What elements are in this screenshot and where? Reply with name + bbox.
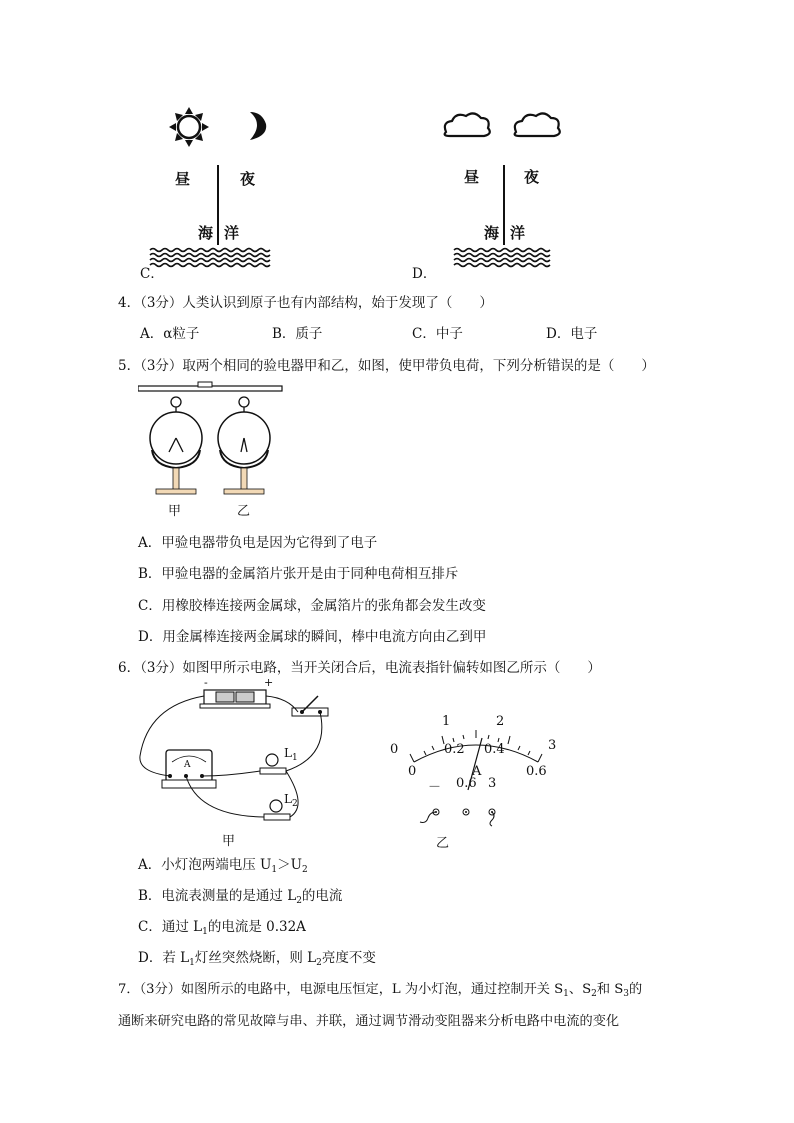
q5-option-d[interactable]: D．用金属棒连接两金属球的瞬间，棒中电流方向由乙到甲 [138,629,487,645]
night-label: 夜 [524,168,540,186]
clouds-sea-figure [440,100,570,280]
electroscope-yi [218,397,270,494]
terminal-3: 3 [488,776,497,791]
bulb-l1-icon [260,754,286,774]
electroscope-figure [138,380,288,500]
sea-label-1: 海 [198,224,214,242]
sea-waves [454,249,550,267]
sea-label-1: 海 [484,224,500,242]
top-scale-0: 0 [390,742,399,757]
ammeter-dial-figure-yi [386,712,566,832]
top-scale-3: 3 [548,738,557,753]
sun-icon [169,107,209,147]
question-7-line-2: 通断来研究电路的常见故障与串、并联，通过调节滑动变阻器来分析电路中电流的变化 [118,1014,620,1029]
q6-option-c[interactable]: C．通过 $L_1$的电流是 0.32A [138,919,306,937]
top-scale-1: 1 [442,714,451,729]
battery-minus-label: - [204,676,208,689]
battery-plus-label: + [264,676,274,689]
top-scale-2: 2 [496,714,505,729]
figure-label-jia-circuit: 甲 [222,834,236,849]
ammeter-label: A [184,760,191,770]
switch-icon [292,696,328,716]
q4-option-a[interactable]: A．α粒子 [140,326,200,342]
moon-icon [250,112,266,140]
sea-label-2: 洋 [510,224,526,242]
q6-option-a[interactable]: A．小灯泡两端电压 $U_1>U_2$ [138,857,308,875]
night-label: 夜 [240,170,256,188]
terminal-06: 0.6 [456,776,477,791]
question-4-stem: 4．（3分）人类认识到原子也有内部结构，始于发现了（ ） [118,295,493,311]
question-7-line-1: 7．（3分）如图所示的电路中，电源电压恒定，L 为小灯泡，通过控制开关 $S_1$、$S_2$和 $S_3$的 [118,982,643,999]
sea-waves [150,249,270,267]
q5-option-c[interactable]: C．用橡胶棒连接两金属球，金属箔片的张角都会发生改变 [138,598,486,614]
figure-option-c [140,100,290,280]
cloud-icon [515,113,560,136]
l1-label: $L_1$ [284,746,298,763]
question-5-stem: 5．（3分）取两个相同的验电器甲和乙，如图，使甲带负电荷，下列分析错误的是（ ） [118,358,655,374]
option-d-label: D． [412,266,437,282]
electroscope-jia [150,397,202,494]
q4-option-b[interactable]: B．质子 [272,326,323,342]
unit-label: A [472,764,482,779]
cloud-icon [445,113,490,136]
figure-label-jia: 甲 [168,504,182,519]
bottom-scale-2: 0.4 [484,742,505,757]
q5-option-b[interactable]: B．甲验电器的金属箔片张开是由于同种电荷相互排斥 [138,566,459,582]
bottom-scale-3: 0.6 [526,764,547,779]
sea-label-2: 洋 [224,224,240,242]
day-label: 昼 [464,168,480,186]
circuit-figure-jia [138,676,338,836]
bottom-scale-0: 0 [408,764,417,779]
sun-moon-sea-figure [140,100,290,280]
q6-option-b[interactable]: B．电流表测量的是通过 $L_2$的电流 [138,888,343,906]
q5-option-a[interactable]: A．甲验电器带负电是因为它得到了电子 [138,535,378,551]
question-6-stem: 6．（3分）如图甲所示电路，当开关闭合后，电流表指针偏转如图乙所示（ ） [118,660,601,676]
figure-label-yi-dial: 乙 [436,836,450,851]
option-c-label: C． [140,266,164,282]
figure-label-yi: 乙 [237,504,251,519]
q4-option-c[interactable]: C．中子 [412,326,463,342]
q4-option-d[interactable]: D．电子 [546,326,598,342]
day-label: 昼 [175,170,191,188]
q6-option-d[interactable]: D．若 $L_1$灯丝突然烧断，则 $L_2$亮度不变 [138,950,376,968]
l2-label: $L_2$ [284,792,298,809]
battery-icon [200,690,270,708]
figure-option-d [440,100,570,280]
bottom-scale-1: 0.2 [444,742,465,757]
terminal-minus: － [428,780,442,795]
